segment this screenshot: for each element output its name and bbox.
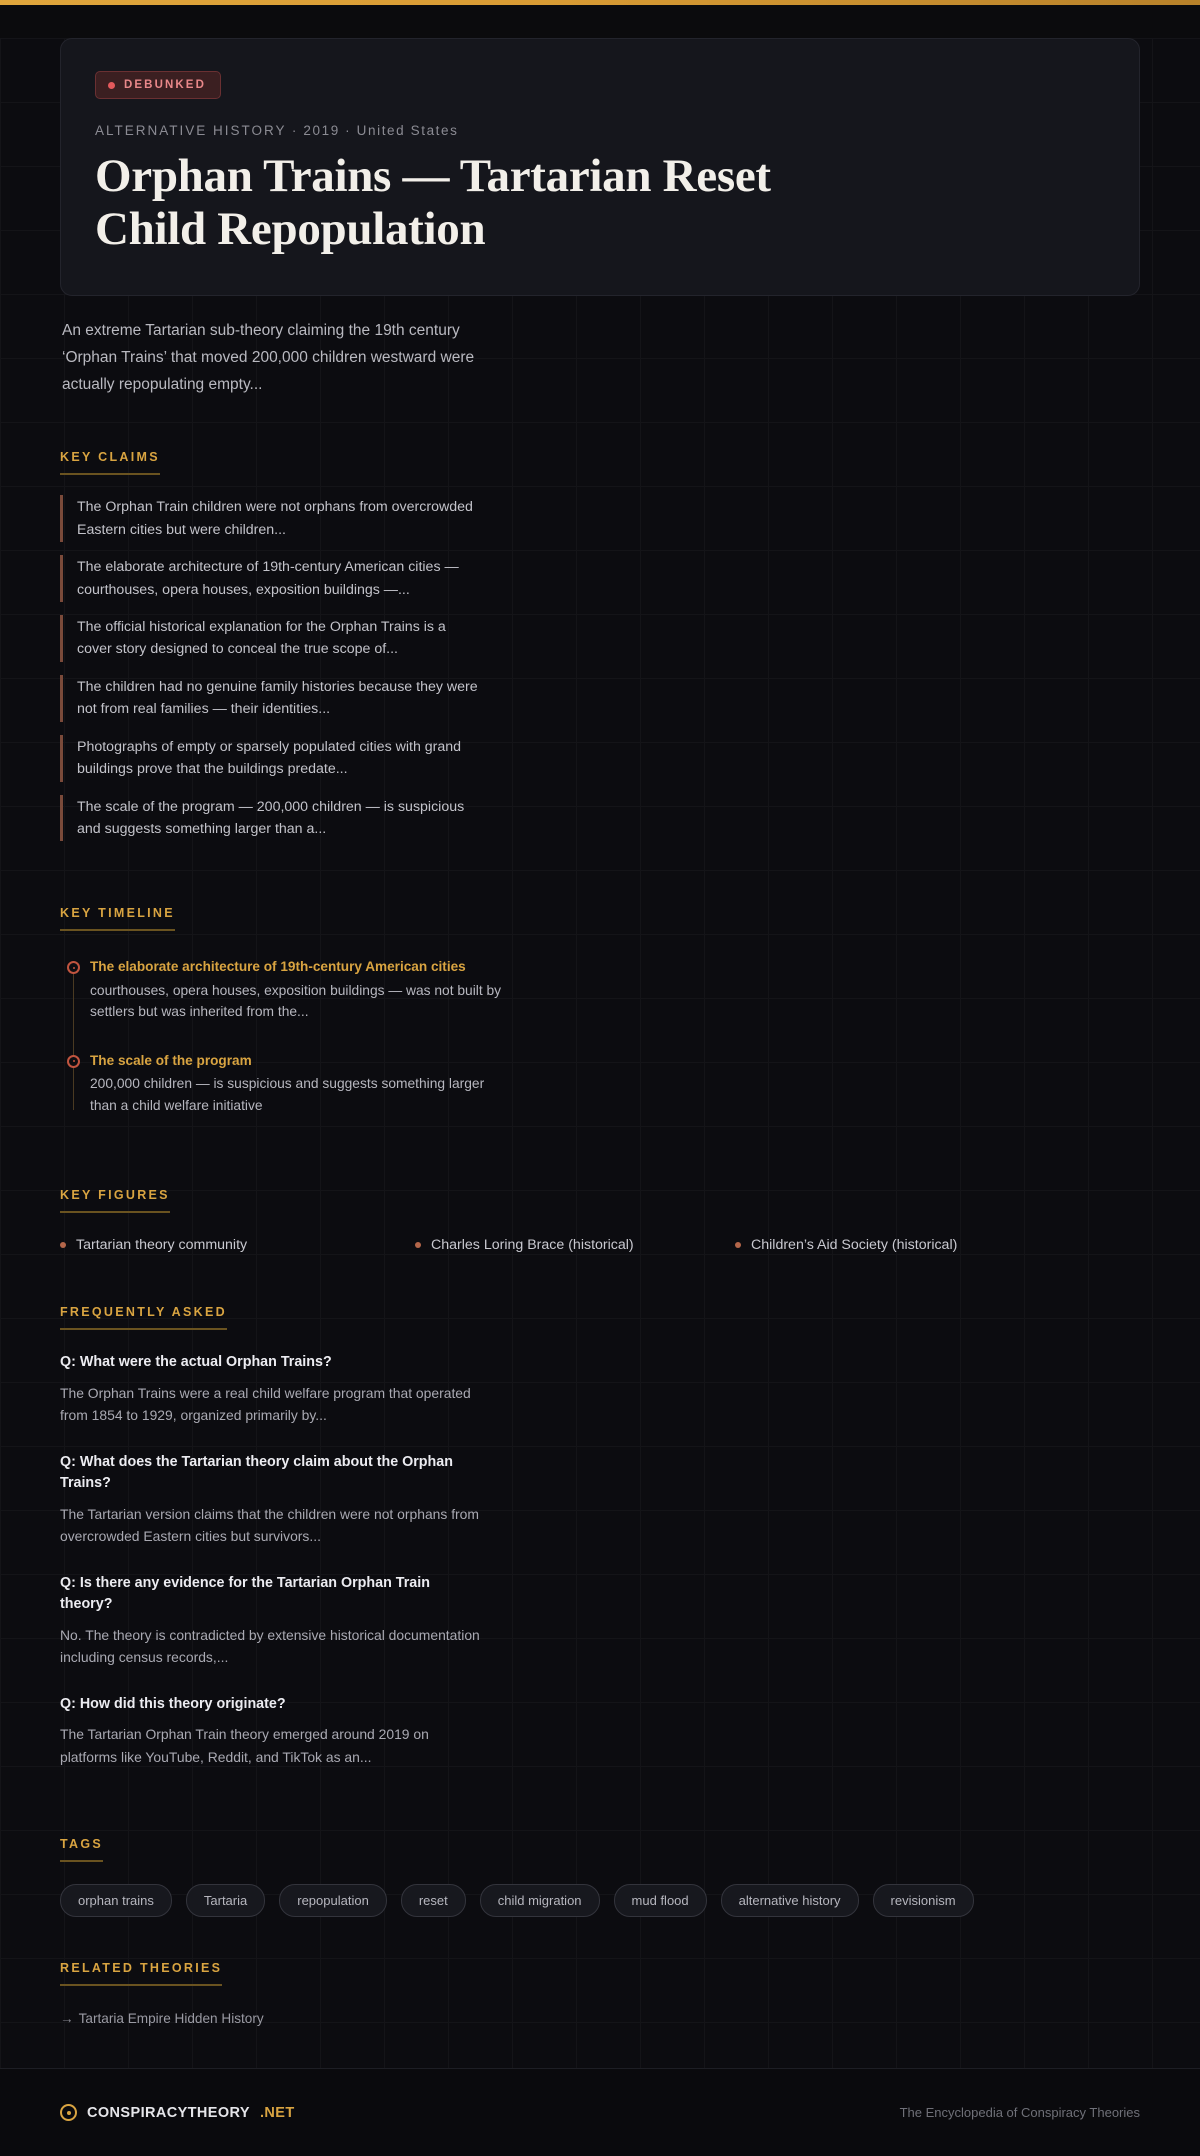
tag-chip[interactable]: child migration: [480, 1884, 600, 1917]
accent-top-bar: [0, 0, 1200, 5]
hero-card: [60, 38, 1140, 296]
page-title: Orphan Trains — Tartarian Reset Child Repopulation: [95, 150, 771, 255]
list-item: The Orphan Train children were not orphans from overcrowded Eastern cities but were children...: [60, 495, 480, 542]
timeline-item-body: courthouses, opera houses, exposition buildings — was not built by settlers but was inherited from the...: [90, 982, 502, 1020]
breadcrumb-sep-2: ·: [345, 123, 352, 138]
figure-label: Charles Loring Brace (historical): [431, 1237, 634, 1254]
related-theory-link[interactable]: [60, 2011, 264, 2026]
section-heading-faq: FREQUENTLY ASKED: [60, 1305, 227, 1330]
faq-answer: The Tartarian Orphan Train theory emerged around 2019 on platforms like YouTube, Reddit, and TikTok as an...: [60, 1726, 429, 1765]
bullet-icon: [735, 1242, 741, 1248]
section-heading-related: RELATED THEORIES: [60, 1961, 222, 1986]
brand-tld: .NET: [259, 2104, 295, 2121]
tag-chip[interactable]: Tartaria: [186, 1884, 265, 1917]
bullet-icon: [415, 1242, 421, 1248]
timeline-item-body: 200,000 children — is suspicious and suggests something larger than a child welfare initiative: [90, 1076, 485, 1113]
breadcrumb-year: 2019: [303, 123, 340, 138]
article-page: [0, 38, 1200, 2068]
section-heading-claims: KEY CLAIMS: [60, 450, 160, 475]
list-item: [60, 1352, 480, 1426]
footer-tagline: The Encyclopedia of Conspiracy Theories: [899, 2105, 1140, 2121]
timeline-marker-icon: [67, 961, 80, 974]
faq-list: [60, 1352, 1140, 1768]
list-item: The elaborate architecture of 19th-century American cities — courthouses, opera houses, exposition buildings —...: [60, 555, 480, 602]
tag-chip[interactable]: alternative history: [721, 1884, 859, 1917]
list-item: The children had no genuine family histories because they were not from real families — their identities...: [60, 675, 480, 722]
related-theory-label: Tartaria Empire Hidden History: [78, 2011, 264, 2027]
bullet-icon: [60, 1242, 66, 1248]
list-item: [90, 1051, 510, 1116]
arrow-right-icon: →: [60, 2011, 74, 2027]
faq-question: Q: Is there any evidence for the Tartarian Orphan Train theory?: [60, 1574, 430, 1613]
eye-icon: [60, 2104, 77, 2121]
status-dot-icon: [108, 82, 115, 89]
faq-answer: The Orphan Trains were a real child welfare program that operated from 1854 to 1929, organized primarily by...: [60, 1384, 471, 1424]
list-item: The official historical explanation for the Orphan Trains is a cover story designed to conceal the true scope of...: [60, 615, 480, 662]
tag-chip[interactable]: revisionism: [873, 1884, 974, 1917]
tag-chip[interactable]: mud flood: [614, 1884, 707, 1917]
claims-list: [60, 495, 1140, 841]
list-item: [60, 1573, 480, 1669]
tag-chip[interactable]: reset: [401, 1884, 466, 1917]
faq-question: Q: How did this theory originate?: [60, 1695, 286, 1712]
list-item: [60, 1237, 415, 1253]
figure-label: Children’s Aid Society (historical): [751, 1237, 958, 1254]
timeline-marker-icon: [67, 1055, 80, 1068]
faq-answer: No. The theory is contradicted by extensive historical documentation including census records,...: [60, 1626, 480, 1666]
faq-question: Q: What were the actual Orphan Trains?: [60, 1354, 332, 1371]
tag-chip[interactable]: orphan trains: [60, 1884, 172, 1917]
site-brand[interactable]: [60, 2104, 295, 2121]
list-item: The scale of the program — 200,000 children — is suspicious and suggests something larger than a...: [60, 795, 480, 842]
status-badge: [95, 71, 221, 99]
brand-name: CONSPIRACYTHEORY: [87, 2104, 250, 2121]
figure-label: Tartarian theory community: [76, 1237, 248, 1254]
list-item: Photographs of empty or sparsely populated cities with grand buildings prove that the buildings predate...: [60, 735, 480, 782]
tag-chip[interactable]: repopulation: [279, 1884, 387, 1917]
breadcrumb-category: ALTERNATIVE HISTORY: [95, 123, 287, 138]
timeline-item-title: The elaborate architecture of 19th-century American cities: [90, 959, 466, 975]
breadcrumb: [95, 123, 1105, 138]
figures-list: [60, 1237, 1140, 1253]
faq-question: Q: What does the Tartarian theory claim about the Orphan Trains?: [60, 1453, 453, 1492]
section-heading-timeline: KEY TIMELINE: [60, 906, 175, 931]
tag-list: [60, 1884, 1060, 1917]
timeline-item-title: The scale of the program: [90, 1052, 252, 1068]
related-list: [60, 2010, 1140, 2028]
timeline-list: [60, 957, 1140, 1116]
list-item: [60, 1694, 480, 1768]
section-heading-figures: KEY FIGURES: [60, 1188, 170, 1213]
site-footer: [0, 2068, 1200, 2156]
list-item: [60, 1452, 480, 1548]
list-item: [90, 957, 510, 1022]
breadcrumb-country: United States: [356, 123, 459, 138]
section-heading-tags: TAGS: [60, 1837, 103, 1862]
article-summary: An extreme Tartarian sub-theory claiming the 19th century ‘Orphan Trains’ that moved 200,000 children westward were actually repopulating empty...: [62, 322, 475, 393]
status-badge-label: DEBUNKED: [124, 79, 206, 91]
list-item: [735, 1237, 957, 1253]
faq-answer: The Tartarian version claims that the children were not orphans from overcrowded Eastern cities but survivors...: [60, 1505, 479, 1545]
breadcrumb-sep-1: ·: [291, 123, 299, 138]
list-item: [415, 1237, 735, 1253]
